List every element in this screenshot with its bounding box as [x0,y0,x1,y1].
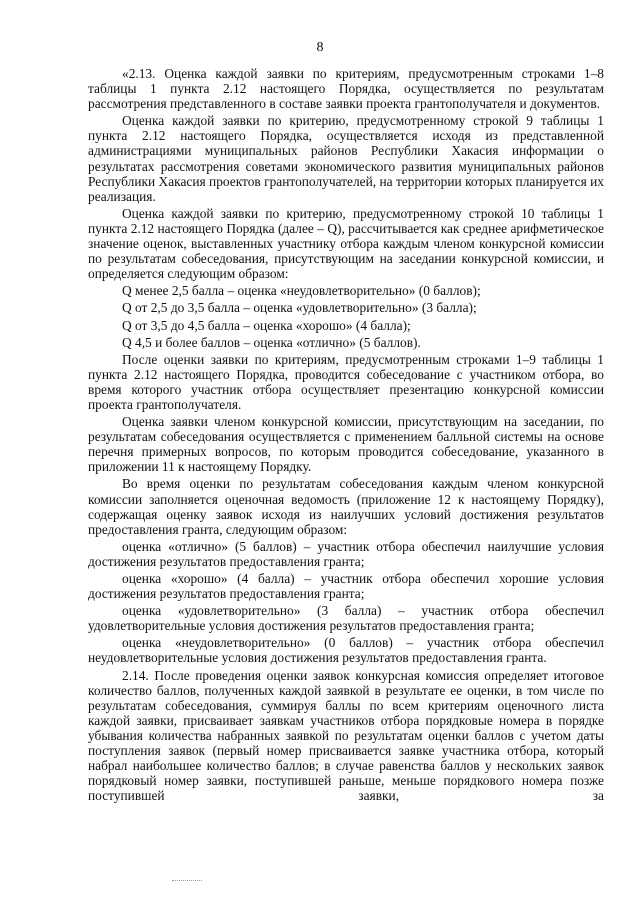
document-body [88,66,604,805]
paragraph-interview: После оценки заявки по критериям, предусмотренным строками 1–9 таблицы 1 пункта 2.12 настоящего Порядка, проводится собеседование с участником отбора, во время которого участник отбора осуществляет презентацию конкурсной комиссии проекта грантополучателя. [88,351,604,412]
paragraph-criterion-10: Оценка каждой заявки по критерию, предусмотренному строкой 10 таблицы 1 пункта 2.12 настоящего Порядка (далее – Q), рассчитывается как среднее арифметическое значение оценок, выставленных участнику отбора каждым членом конкурсной комиссии по результатам собеседования, присутствующим на заседании конкурсной комиссии, и определяется следующим образом: [88,205,604,282]
page-number: 8 [316,40,324,55]
scan-artifact [172,880,202,883]
paragraph-q-grade-3: Q от 2,5 до 3,5 балла – оценка «удовлетворительно» (3 балла); [122,300,477,316]
paragraph-q-grade-4: Q от 3,5 до 4,5 балла – оценка «хорошо» (4 балла); [122,317,411,333]
paragraph-grade-unsatisfactory: оценка «неудовлетворительно» (0 баллов) – участник отбора обеспечил неудовлетворительные условия достижения результатов предоставления гранта. [88,635,604,666]
paragraph-grade-satisfactory: оценка «удовлетворительно» (3 балла) – участник отбора обеспечил удовлетворительные условия достижения результатов предоставления гранта; [88,603,604,634]
paragraph-grade-excellent: оценка «отлично» (5 баллов) – участник отбора обеспечил наилучшие условия достижения результатов предоставления гранта; [88,538,604,569]
paragraph-2-13-intro: «2.13. Оценка каждой заявки по критериям, предусмотренным строками 1–8 таблицы 1 пункта 2.12 настоящего Порядка, осуществляется по результатам рассмотрения представленного в составе заявки проекта грантополучателя и документов. [88,66,604,112]
paragraph-evaluation-sheet: Во время оценки по результатам собеседования каждым членом конкурсной комиссии заполняется оценочная ведомость (приложение 12 к настоящему Порядку), содержащая оценку заявок исходя из наилучших условий достижения результатов предоставления гранта, следующим образом: [88,476,604,537]
paragraph-q-grade-0: Q менее 2,5 балла – оценка «неудовлетворительно» (0 баллов); [122,283,481,299]
paragraph-2-14: 2.14. После проведения оценки заявок конкурсная комиссия определяет итоговое количество баллов, полученных каждой заявкой в результате ее оценки, в том числе по результатам собеседования, суммируя баллы по всем критериям оценочного листа каждой заявки, присваивает заявкам участников отбора порядковые номера в порядке убывания количества набранных заявкой по результатам оценки баллов с учетом даты поступления заявок (первый номер присваивается заявке участника отбора, который набрал наибольшее количество баллов; в случае равенства баллов у нескольких заявок порядковый номер заявки, поступившей раньше, меньше порядкового номера позже поступившей заявки, за [88,667,604,804]
paragraph-member-evaluation: Оценка заявки членом конкурсной комиссии, присутствующим на заседании, по результатам собеседования осуществляется с применением балльной системы на основе перечня примерных вопросов, по которым проводится собеседование, указанного в приложении 11 к настоящему Порядку. [88,414,604,475]
paragraph-criterion-9: Оценка каждой заявки по критерию, предусмотренному строкой 9 таблицы 1 пункта 2.12 настоящего Порядка, осуществляется исходя из представленной администрациями муниципальных районов Республики Хакасия информации о результатах рассмотрения советами экономического развития муниципальных районов Республики Хакасия проектов грантополучателей, на территории которых планируется их реализация. [88,113,604,204]
paragraph-q-grade-5: Q 4,5 и более баллов – оценка «отлично» (5 баллов). [122,334,421,350]
paragraph-grade-good: оценка «хорошо» (4 балла) – участник отбора обеспечил хорошие условия достижения результатов предоставления гранта; [88,571,604,602]
